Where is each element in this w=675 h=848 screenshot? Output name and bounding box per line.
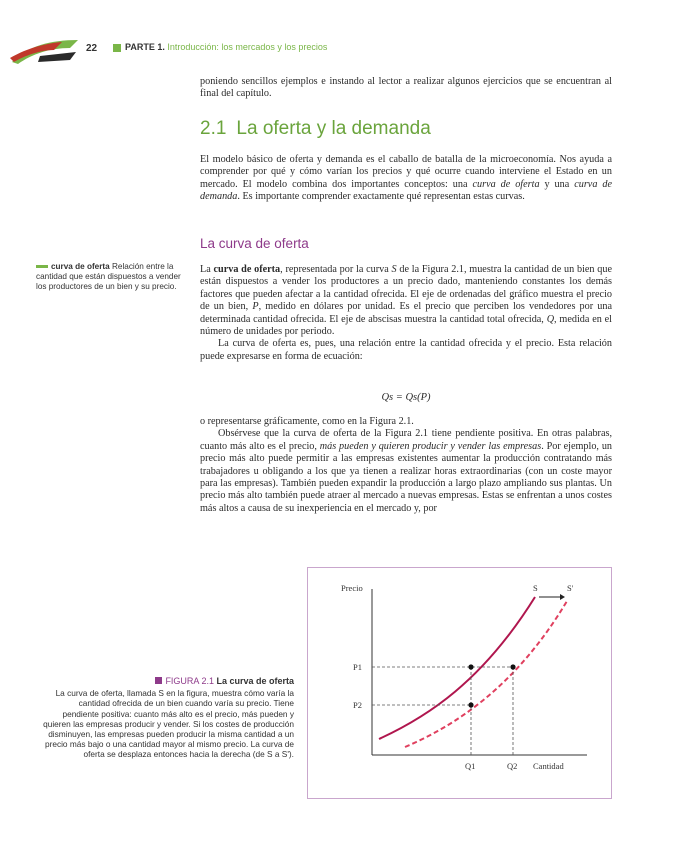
supply-curve-diagram — [307, 567, 612, 799]
text-run: , medida en el número de unidades por periodo. — [200, 313, 613, 338]
text-em: curva de oferta — [472, 178, 540, 190]
text-run: El modelo básico de oferta y demanda es el caballo de batalla de la microeconomía. Nos ayuda a comprender por qué y cómo varían los precios y qué ocurre cuando interviene el Estado en un mercado. El modelo combina dos importantes conceptos: una — [200, 154, 612, 190]
point-s-prime-p1 — [510, 664, 515, 669]
q2-label: Q2 — [507, 761, 518, 771]
curve-s-label: S — [533, 583, 538, 593]
point-s-prime-p2 — [468, 702, 473, 707]
page-number: 22 — [86, 43, 98, 54]
figure-title-text: La curva de oferta — [216, 676, 294, 686]
paragraph-intro-model — [200, 154, 612, 204]
part-title: Introducción: los mercados y los precios — [167, 42, 328, 52]
subsection-heading: La curva de oferta — [200, 236, 309, 251]
text-run: , representada por la curva — [280, 264, 392, 275]
text-run: y una — [539, 178, 575, 190]
text-run: La — [200, 264, 214, 275]
definition-bullet-icon — [36, 265, 48, 268]
q1-label: Q1 — [465, 761, 476, 771]
paragraph-positive-slope — [200, 416, 612, 515]
text-run: de la Figura 2.1, muestra la cantidad de un bien que están dispuestos a vender los productores a un precio dado, manteniendo constantes los demás factores que pueden afectar a la cantidad ofrecida. El eje de ordenadas del gráfico muestra el precio de un bien, — [200, 264, 612, 313]
p2-label: P2 — [353, 700, 362, 710]
p1-label: P1 — [353, 662, 362, 672]
supply-equation: Qs = Qs(P) — [381, 392, 431, 403]
paragraph-relation: La curva de oferta es, pues, una relación entre la cantidad ofrecida y el precio. Esta relación puede expresarse en forma de ecuación: — [200, 338, 612, 362]
y-axis-label: Precio — [341, 583, 363, 593]
part-label: PARTE 1. — [125, 42, 165, 52]
paragraph-supply-curve — [200, 264, 612, 363]
section-title: La oferta y la demanda — [236, 118, 431, 139]
section-number: 2.1 — [200, 118, 227, 139]
running-header — [125, 42, 327, 52]
definition-term: curva de oferta — [51, 262, 110, 271]
margin-definition — [36, 262, 188, 292]
figure-caption-text: La curva de oferta, llamada S en la figura, muestra cómo varía la cantidad ofrecida de un bien cuando varía su precio. Tiene pendiente positiva: cuanto más alto es el precio, más pueden y quieren las empresas producir y vender. Si los costes de producción disminuyen, las empresas pueden producir la misma cantidad a un precio más bajo o una cantidad mayor al mismo precio. La curva de oferta se desplaza entonces hacia la derecha (de S a S'). — [43, 688, 294, 760]
point-s-p1 — [468, 664, 473, 669]
curve-s-prime-label: S' — [567, 583, 574, 593]
text-run: , medido en dólares por unidad. Es el precio que perciben los vendedores por una determinada cantidad ofrecida. El eje de abscisas muestra la cantidad total ofrecida, — [200, 301, 612, 325]
section-heading — [200, 118, 431, 140]
paragraph-graph-ref: o representarse gráficamente, como en la Figura 2.1. — [200, 416, 414, 427]
definition-text: Relación entre la cantidad que están dispuestos a vender los productores de un bien y su precio. — [36, 262, 181, 291]
text-em: S — [391, 264, 397, 275]
text-run: Obsérvese que la curva de oferta de la Figura 2.1 tiene pendiente positiva. En otras palabras, cuanto más alto es el precio, — [200, 428, 612, 452]
x-axis-label: Cantidad — [533, 761, 564, 771]
paragraph-slope — [200, 428, 612, 515]
part-marker-icon — [113, 44, 121, 52]
text-em: P — [252, 301, 259, 313]
figure-caption — [40, 676, 294, 760]
text-em: más pueden y quieren producir y vender las empresas — [319, 440, 542, 452]
figure-marker-icon — [155, 677, 162, 684]
figure-title — [40, 676, 294, 686]
text-em: curva de demanda — [200, 178, 612, 203]
supply-curve-s-shifted — [405, 601, 567, 747]
text-bold: curva de oferta — [213, 264, 281, 275]
shift-arrow-head-icon — [560, 594, 565, 600]
publisher-logo — [10, 36, 80, 66]
intro-paragraph: poniendo sencillos ejemplos e instando al lector a realizar algunos ejercicios que se encuentran al final del capítulo. — [200, 76, 612, 100]
text-run: . Por ejemplo, un precio más alto puede permitir a las empresas existentes aumentar la producción contratando más trabajadores u obligando a los que ya tienen a realizar horas extraordinarias (con un coste mayor para las empresas). También pueden expandir la producción a largo plazo ampliando sus plantas. Un precio más alto también puede atraer al mercado a nuevas empresas. Estas se enfrentan a unos costes más altos a causa de su inexperiencia en el mercado y, por — [200, 440, 613, 514]
text-em: Q — [546, 313, 555, 325]
figure-label: FIGURA 2.1 — [165, 676, 214, 686]
text-run: . Es importante comprender exactamente qué representan estas curvas. — [237, 191, 525, 203]
